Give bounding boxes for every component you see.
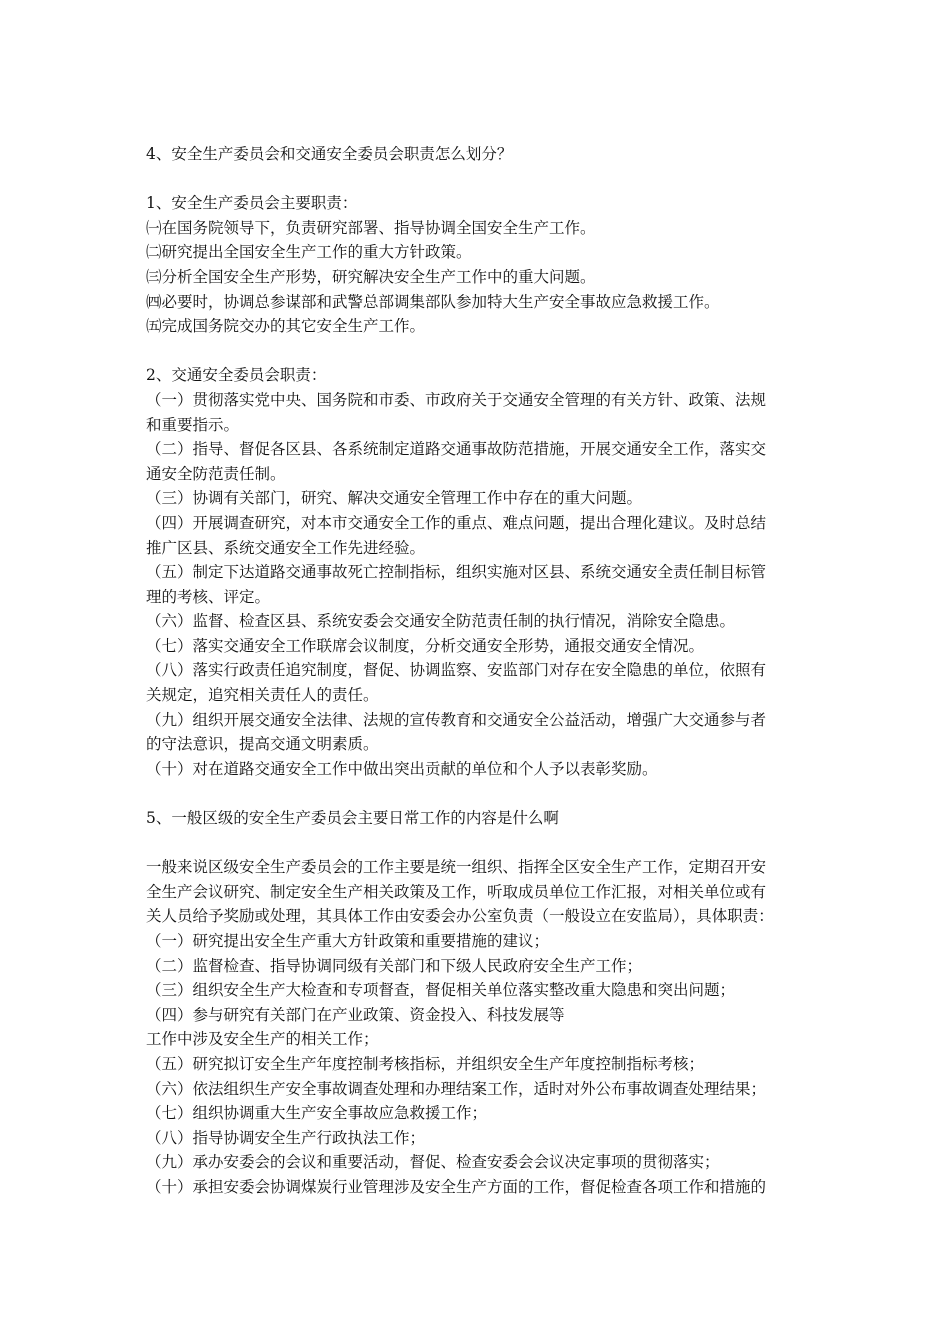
- section-2-line: 通安全防范责任制。: [146, 464, 286, 483]
- question-5-title: 5、一般区级的安全生产委员会主要日常工作的内容是什么啊: [146, 809, 559, 828]
- section-5-line: （一）研究提出安全生产重大方针政策和重要措施的建议；: [146, 932, 550, 950]
- spacer: [146, 781, 850, 806]
- section-2-line: （九）组织开展交通安全法律、法规的宣传教育和交通安全公益活动，增强广大交通参与者: [146, 710, 767, 729]
- section-1-heading: 1、安全生产委员会主要职责：: [146, 194, 358, 213]
- section-2-line: （八）落实行政责任追究制度，督促、协调监察、安监部门对存在安全隐患的单位，依照有: [146, 661, 767, 680]
- section-2-line: （二）指导、督促各区县、各系统制定道路交通事故防范措施，开展交通安全工作，落实交: [146, 440, 767, 459]
- section-1-item: ㈠在国务院领导下，负责研究部署、指导协调全国安全生产工作。: [146, 218, 596, 237]
- section-2-heading: 2、交通安全委员会职责：: [146, 366, 327, 385]
- section-2-line: 和重要指示。: [146, 415, 240, 434]
- section-5-line: 工作中涉及安全生产的相关工作；: [146, 1030, 379, 1049]
- section-2-line: （四）开展调查研究，对本市交通安全工作的重点、难点问题，提出合理化建议。及时总结: [146, 513, 767, 532]
- section-2-line: 关规定，追究相关责任人的责任。: [146, 686, 379, 705]
- section-2-line: （六）监督、检查区县、系统安委会交通安全防范责任制的执行情况，消除安全隐患。: [146, 612, 736, 631]
- section-5-line: 一般来说区级安全生产委员会的工作主要是统一组织、指挥全区安全生产工作，定期召开安: [146, 858, 767, 877]
- section-2-line: （五）制定下达道路交通事故死亡控制指标，组织实施对区县、系统交通安全责任制目标管: [146, 563, 767, 582]
- section-5-line: （八）指导协调安全生产行政执法工作；: [146, 1128, 426, 1147]
- spacer: [146, 831, 850, 856]
- section-5-line: （九）承办安委会的会议和重要活动，督促、检查安委会会议决定事项的贯彻落实；: [146, 1153, 720, 1172]
- section-2-line: （三）协调有关部门，研究、解决交通安全管理工作中存在的重大问题。: [146, 489, 643, 508]
- section-2-line: （十）对在道路交通安全工作中做出突出贡献的单位和个人予以表彰奖励。: [146, 759, 658, 778]
- section-2-line: 的守法意识，提高交通文明素质。: [146, 735, 379, 754]
- spacer: [146, 167, 850, 192]
- section-2-line: （一）贯彻落实党中央、国务院和市委、市政府关于交通安全管理的有关方针、政策、法规: [146, 390, 767, 409]
- section-1-item: ㈡研究提出全国安全生产工作的重大方针政策。: [146, 243, 472, 262]
- section-5-line: （五）研究拟订安全生产年度控制考核指标，并组织安全生产年度控制指标考核；: [146, 1054, 705, 1073]
- section-5-line: 关人员给予奖励或处理，其具体工作由安委会办公室负责（一般设立在安监局），具体职责：: [146, 907, 774, 926]
- question-4-title: 4、安全生产委员会和交通安全委员会职责怎么划分？: [146, 145, 513, 163]
- section-5-line: （二）监督检查、指导协调同级有关部门和下级人民政府安全生产工作；: [146, 956, 643, 975]
- section-5-line: 全生产会议研究、制定安全生产相关政策及工作，听取成员单位工作汇报，对相关单位或有: [146, 882, 767, 901]
- section-2-line: 理的考核、评定。: [146, 587, 271, 606]
- spacer: [146, 339, 850, 364]
- section-2-line: 推广区县、系统交通安全工作先进经验。: [146, 538, 426, 557]
- section-2-line: （七）落实交通安全工作联席会议制度，分析交通安全形势，通报交通安全情况。: [146, 636, 705, 655]
- section-5-line: （六）依法组织生产安全事故调查处理和办理结案工作，适时对外公布事故调查处理结果；: [146, 1079, 767, 1098]
- section-1-item: ㈣必要时，协调总参谋部和武警总部调集部队参加特大生产安全事故应急救援工作。: [146, 292, 720, 311]
- section-5-line: （三）组织安全生产大检查和专项督查，督促相关单位落实整改重大隐患和突出问题；: [146, 981, 736, 1000]
- section-5-line: （十）承担安委会协调煤炭行业管理涉及安全生产方面的工作，督促检查各项工作和措施的: [146, 1177, 767, 1196]
- section-1-item: ㈤完成国务院交办的其它安全生产工作。: [146, 317, 426, 336]
- section-1-item: ㈢分析全国安全生产形势，研究解决安全生产工作中的重大问题。: [146, 267, 596, 286]
- section-5-line: （四）参与研究有关部门在产业政策、资金投入、科技发展等: [146, 1005, 565, 1024]
- section-5-line: （七）组织协调重大生产安全事故应急救援工作；: [146, 1104, 488, 1123]
